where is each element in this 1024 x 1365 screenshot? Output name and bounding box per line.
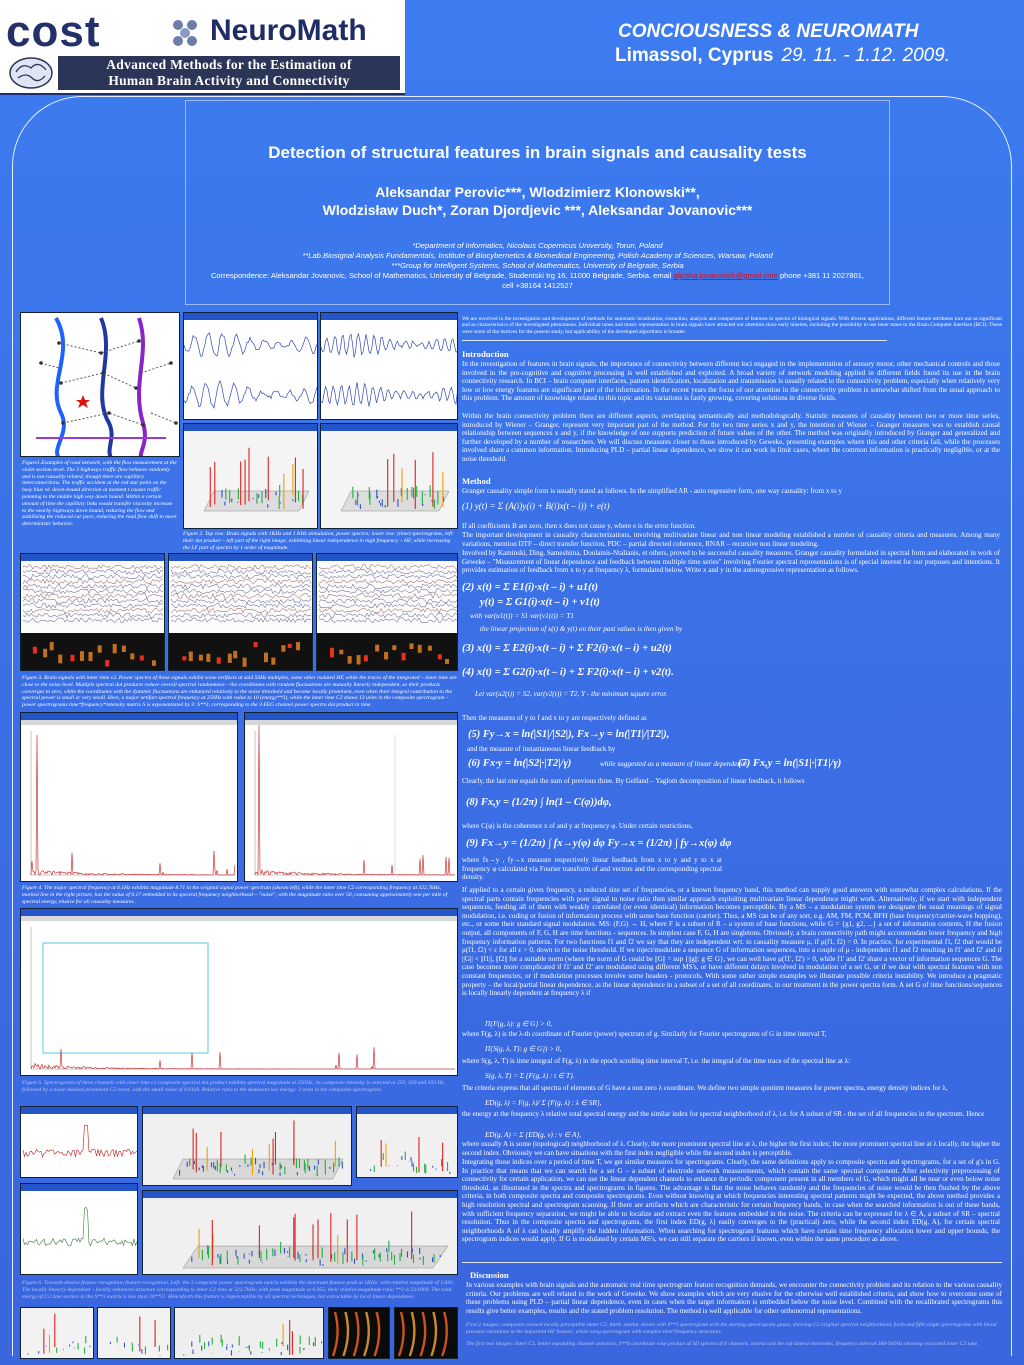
spectrum-line	[31, 1047, 455, 1069]
discussion-divider	[462, 1262, 1002, 1263]
figure-6-panel-4	[20, 1183, 138, 1275]
formula-2-note: where S(g, λ, T) is time integral of F(g, λ) in the epoch scrolling time interval T, i.e. the integral of the time trace of the spectral line at λ:	[462, 1057, 851, 1065]
bottom-image-2	[97, 1307, 171, 1359]
introduction-paragraph-2: Within the brain connectivity problem there are different aspects, overlapping semantically and methodologically. Statistic measures of causality between two or more time series, introduced by Wiener – Granger, represent very important part of the method. For the two time series x and y, the intention of Wiener – Granger measures was to establish causal relationship between sequences x and y, if the knowledge of one supports prediction of future values of the other. The method was originally introduced by Granger and generalized and further developed by a number of researchers. We will discuss measures closer to those introduced by Geweke, presenting examples where this and other criteria fail, while the processes involved share a common information. Introducing PLD – partial linear dependence, we show it can work in limit cases, where the common information is practically negligible, or at the noise threshold.	[462, 412, 1000, 463]
spectrogram-blob	[418, 645, 422, 653]
line-trace	[23, 1207, 137, 1246]
figure-2-signal-right	[320, 312, 458, 420]
bottom-spectrogram-1	[21, 1308, 94, 1359]
spectrogram-blob	[189, 652, 193, 662]
figure-3-panel-3	[316, 553, 458, 671]
figure-2-spectrogram-left	[183, 423, 318, 529]
signal-waveform-left	[184, 320, 318, 420]
figure-6-panel-5	[142, 1190, 458, 1275]
brain-icon	[8, 56, 54, 90]
figure-6-panel-1	[20, 1106, 138, 1178]
road-network-drawing	[21, 313, 180, 457]
conference-place-dates	[615, 44, 1010, 68]
signal-trace	[321, 382, 458, 406]
spectrogram-blob	[43, 649, 47, 657]
spectrogram-blob	[33, 647, 37, 654]
spectrogram-blob	[140, 655, 144, 660]
eeg-traces-2	[169, 561, 313, 671]
spectrogram-3d-panorama	[143, 1198, 458, 1275]
spectral-streak	[375, 1312, 380, 1356]
neuromath-banner: Advanced Methods for the Estimation of Human Brain Activity and Connectivity	[58, 56, 400, 90]
discussion-paragraph: In various examples with brain signals and the automatic real time spectrogram feature recognition demands, we encounter the connectivity problem and its relation to the various causality criteria. Our problems are well related to the work of Geweke. We show examples which are very elusive for the otherwise well established criteria, and show how to overcome some of these problems using PLD – partial linear dependence, even in cases when the target information is embedded below the noise level. Combined with the recalibrated spectrograms this results give better examples, results and the stated problem resolution. The method is well applicable for other orthonormal representations.	[466, 1281, 1002, 1315]
spectrogram-blob	[392, 645, 396, 650]
spectral-trace-plot	[21, 1191, 138, 1275]
equation-6: (6) Fx·y = ln(|S2|·|T2|/γ)	[468, 758, 572, 769]
spectrogram-3d-wide	[143, 1114, 352, 1186]
spectrogram-blob	[288, 644, 292, 648]
spectrogram-blob	[80, 651, 84, 661]
equation-1: (1) y(t) = Σ (A(i)y(i) + B(i)x(t – i)) + e(t)	[462, 501, 610, 511]
figure-2-signal-left	[183, 312, 318, 420]
method-long-paragraph: If applied to a certain given frequency, a reduced size set of frequencies, or a known frequency band, this method can supply good answers with somewhat complex calculations. If the spectral parts contain frequencies with poor signal to noise ratio then similar approach exploiting multivariate linear dependence might work. Alternatively, if we start with independent sequences, feeding all of them with weakly correlated (or even identical) information becomes perceptible. By a MS – a modulation system we designate the usual meanings of signal modulation, i.e. coding or fusion of information process with some base function (carrier). Thus, a MS can be of any sort, e.g. AM, FM, PCM, BFH (base frequency/carrier-wave hopping), etc., or some their standard signal modulation. MS: (F,G) → H, where F is a subset of R – a system of base functions, while G = {g1, g2, ...} a set of information contents, H the fusion output, all components of F, G, H are time functions - sequences. In simplest case F, G, H are singletons. Obviously, a brain connectivity path might accommodate lower frequency and high frequency information patterns. For two functions f1 and f2 we say that they are independent wrt. to causality measure μ, if μ(f1, f2) = 0. In practice, for experimental f1, f2 that would be μ(f1, f2) < ε for all ε > 0, down to the noise threshold. If we inject/modulate a sequence G of information sequences, into a couple of μ - independent f1 and f2 resulting in f1' and f2' and if ||G|| < ||f1||, ||f2|| for a suitable norm (where the norm of G could be ||G|| = sup {||g||: g ∈ G}, we can well have μ(f1', f2') > 0, while f1' and f2' share a vector of information sequences G. The case becomes more complicated if f1' and f2' are modulated using different MS's, or have different delays involved in modulation of a set G, or if we deal with spectral features with non constant frequencies, or if modulation processes involve some headers - protocols. With some rather simple examples we illustrate possible criteria instability. We introduce a pragmatic property – the local/partial linear dependence, as the linear dependence in a subset of a set of all coordinates, in our treatment in the power spectra form. A set G of time functions/sequences is locally linearly dependent at frequency λ if	[462, 886, 1002, 998]
spectrogram-blob	[113, 644, 117, 653]
bottom-note-2: The first two images: Inner C2, better expanding channel selection, S**6 coordinate wise product of 3D spectra of 6 channels, lateral and the top lateral electrodes, frequency interval 380-940Hz showing extracted inner C2 tune.	[466, 1341, 979, 1347]
equation-9-note: where fx→y , fy→x measure respectively linear feedback from x to y and y to x at frequency φ calculated via Fourier transform of and vectors and the corresponding spectral density.	[462, 856, 722, 882]
spectral-streak	[399, 1312, 404, 1356]
bottom-image-1	[20, 1307, 94, 1359]
spectral-streak	[421, 1312, 426, 1356]
bottom-image-5	[394, 1307, 458, 1359]
bottom-note-1: First 2 images: composite crossed locally perceptible inner C2, third: similar shown with S**3 spectrogram with the starting spectrogram gauss; showing C2 original spectral neighborhood, forth and fifth single spectrograms with blood pressure variations in the important HF feature; whole song spectrogram with complex time*frequency structures.	[466, 1322, 997, 1335]
spectrogram-blob	[50, 642, 54, 650]
spectrogram-blob	[206, 654, 210, 662]
spectrogram-blob	[281, 645, 285, 652]
spectrogram-blob	[271, 657, 275, 664]
equation-2c: with var(u1(t)) = S1 var(v1(t)) = T1	[470, 612, 574, 620]
spectrogram-blob	[217, 657, 221, 663]
line-trace	[23, 1125, 137, 1157]
figure-5-composite	[20, 908, 458, 1076]
method-heading: Method	[462, 476, 491, 486]
spectrogram-3d-small	[357, 1114, 458, 1178]
spectrogram-blob	[98, 645, 102, 652]
bottom-image-4	[328, 1307, 390, 1359]
formula-3-note: The criteria express that all spectra of elements of G have a non zero λ coordinate. We define two simple quotient measures for power spectra, energy density indices for λ,	[462, 1084, 948, 1092]
accident-star-icon	[76, 395, 90, 408]
equation-8: (8) Fx,y = (1/2π) ∫ ln(1 – C(φ))dφ,	[466, 797, 612, 808]
signal-trace	[184, 333, 318, 357]
spectrogram-blob	[357, 655, 361, 664]
eeg-traces-1	[21, 561, 165, 671]
spectrogram-blob	[339, 650, 343, 655]
spectral-streak	[442, 1312, 447, 1356]
formula-4-note: the energy at the frequency λ relative total spectral energy and the similar index for spectral neighborhood of λ, i.e. for A subset of SR - the set of all frequencies in the spectrum. Hence	[462, 1110, 985, 1118]
spectrogram-blob	[438, 654, 442, 659]
spectrogram-blob	[89, 652, 93, 661]
figure-3-panel-2	[168, 553, 313, 671]
figure-4-spectrum-right	[244, 712, 458, 882]
equation-4: (4) x(t) = Σ G2(i)·x(t – i) + Σ F2(i)·x(t – i) + v2(t).	[462, 667, 674, 678]
bottom-spectrogram-3	[175, 1308, 324, 1359]
introduction-heading: Introduction	[462, 349, 509, 359]
power-spectrum-left	[21, 725, 238, 882]
equation-8-note: where C(φ) is the coherence x of and y at frequency φ. Under certain restrictions,	[462, 822, 693, 830]
bottom-dark-spectrogram-2	[395, 1308, 458, 1359]
formula-1-note: where F(g, λ) is the λ-th coordinate of Fourier (power) spectrum of g. Similarly for Fourier spectrograms of G in time interval T,	[462, 1030, 827, 1038]
formula-5-note: where usually A is some (topological) neighborhood of λ. Clearly, the more prominent spectral line at λ, the higher the first index; the more prominent spectral line at λ locally, the higher the second index. Obviously we can have situations with the first index negligible while the second index is perceptible.	[462, 1140, 1000, 1157]
conference-name: CONCIOUSNESS & NEUROMATH	[618, 21, 919, 42]
spectrogram-blob	[445, 659, 449, 664]
equation-6-note: while suggested as a measure of linear dependence:	[600, 760, 750, 768]
spectral-streak	[354, 1312, 359, 1356]
email-link[interactable]: aljosha.jovanovich@gmail.com	[673, 271, 778, 280]
paper-title: Detection of structural features in brain signals and causality tests	[268, 143, 807, 162]
spectrogram-blob	[384, 652, 388, 660]
spectrogram-blob	[330, 648, 334, 658]
figure-6-panel-3	[356, 1106, 458, 1178]
method-paragraph-3: The important development in causality characterizations, involving multivariate linear and non linear modeling established a number of causality criteria and measures. Among many variations, mention DTF – direct transfer function, PDC – partial directed coherence, RNAR – recursive non linear modeling.	[462, 531, 1000, 548]
signal-trace	[321, 334, 458, 358]
power-spectrum-right	[245, 725, 458, 882]
spectrogram-blob	[375, 645, 379, 652]
spectrogram-blob	[199, 655, 203, 661]
equation-2b: y(t) = Σ G1(i)·x(t – i) + v1(t)	[480, 597, 600, 608]
figure-2-spectrogram-right	[320, 423, 458, 529]
conference-info	[610, 20, 1010, 68]
spectrogram-blob	[348, 656, 352, 664]
eeg-background	[317, 561, 458, 631]
spectrogram-blob	[264, 653, 268, 663]
abstract: We are involved in the investigation and development of methods for automatic localization, extraction, analysis and comparison of features in spectra of biological signals. With diverse applications, different feature attributes turn out as significant and as characteristics of the investigated phenomena. Individual tunes and music representation in brain signals have attracted our attention since early nineties, including the possibility to use inner tunes in the Brain Computer Interface (BCI). These were some of the motives for the present study, but applicability of the developed algorithms is broader.	[462, 316, 1002, 335]
method-final-paragraph: Integrating those indices over a period of time T, we get similar measures for spectrograms. Clearly, the same definitions apply to composite spectra and spectrograms, for a set of g's in G. In practice that means that we can search for a set G – a subset of electrode network measurements, which contain the same spectral component. After selectivity preprocessing of connectivity for certain application, we can use the linear dependent channels to enhance the periodic component present in all members of G, which might all be near or even below noise threshold, as illustrated in the spectra and spectrograms in figures. The advantage is that the noise behaves randomly and the frequencies of noise would be then flushed by the above criteria, in both composite spectra and composite spectrograms. Even without knowing at which frequencies interesting spectral patterns might be expected, the above method provides a high resolution spectral and spectrogram scanning. If there are artifacts which are characteristic for certain frequency bands, in case when the searched information is out of these bands, with sufficient frequency separation, we might be able to localize and extract even the features embedded in the noise. The criteria can be expressed for λ ∈ A, a subset of SR – spectral resolution. Thus in the composite spectra and spectrograms, the first index ED(g, λ) easily converges to the (practical) zero, while the second index ED(g, A), for certain spectral neighborhoods A of λ can locally amplify the hidden information. When searching for spectrogram features which have certain time frequency allocation lower and upper bounds, the spectrogram indices would apply. If G is modulated by certain MS's, we can still separate the carriers if known, even within the same procedure as above.	[462, 1158, 1000, 1244]
method-paragraph-1: Granger causality simple form is usually stated as follows. In the simplified AR - auto regressive form, one way causality: from x to y	[462, 487, 843, 495]
spectrum-line	[255, 725, 455, 875]
method-paragraph-4: Involved by Kaminski, Ding, Sameshima, Doulamis-Ntalianis, et others, proved to be successful causality measures. Granger causality formulated in spectral form and elaborated in work of Geweke – "Measurement of linear dependence and feedback between multiple time series" involving Fourier spectral representations is of special interest for our purposes and intentions. It provides estimation of feedback from x to y at frequency λ, formulated below. Write x and y in the autoregressive representation as follows.	[462, 549, 1000, 575]
cost-logo: cost	[6, 7, 101, 56]
spectrogram-blob	[364, 655, 368, 661]
affiliations: *Department of Informatics, Nicolaus Copernicus University, Torun, Poland **Lab.Biosignal Analysis Fundamentals, Institute of Biocybernetics & Biomedical Engineering, Polish Academy of Sciences, Warsaw, Poland ***Group for Intelligent Systems, School of Mathematics, University of Belgrade, Serbia	[302, 241, 773, 270]
spectrogram-strip	[21, 633, 165, 671]
figure-5-caption: Figure 5. Spectrograms of three channels with inner time c2 composite spectral dot product exhibits spectral magnitude at 250Hz; its composite intensity is selected at 250, 330 and 350 Hz, followed by a noise-masked prominent C2 event, with the small value of 0.0116. Relative ratio to the dominant low energy: 3 units in the composite spectrogram.	[22, 1080, 445, 1093]
figure-3-panel-1	[20, 553, 165, 671]
spectrogram-blob	[296, 642, 300, 650]
signal-waveform-right	[321, 320, 458, 420]
bottom-dark-spectrogram-1	[329, 1308, 390, 1359]
figure-4-caption: Figure 4. The major spectral frequency at 6.1Hz exhibits magnitude 8.71 in the original signal power spectrum (shown left), while the inner time C2 corresponding frequency at 322.7kHz, marked line in the right picture, has the value of 0.17 embedded in its spectral frequency neighborhood ~ "noise", with the magnitude ratio over 50, consuming approximately one per mile of spectral energy, elusive for all causality measures.	[22, 885, 448, 905]
equation-4b: Let var(u2(t)) = S2, var(v2(t)) = T2, Y - the minimum square error.	[475, 690, 668, 698]
conference-dates: 29. 11. - 1.12. 2009.	[781, 45, 951, 66]
conference-place: Limassol, Cyprus	[615, 45, 774, 66]
title-block	[185, 100, 890, 305]
logo-block	[0, 0, 405, 95]
equation-5: (5) Fy→x = ln(|S1|/|S2|), Fx→y = ln(|T1|/|T2|),	[468, 729, 670, 740]
spectrogram-blob	[243, 658, 247, 667]
spectrogram-3d-right	[321, 431, 458, 529]
spectrogram-blob	[152, 660, 156, 666]
spectrogram-blob	[233, 651, 237, 658]
bottom-image-3	[174, 1307, 324, 1359]
eeg-traces-3	[317, 561, 458, 671]
author-list: Aleksandar Perovic***, Wlodzimierz Klonowski**, Wlodzisław Duch*, Zoran Djordjevic ***, Aleksandar Jovanovic***	[322, 184, 753, 218]
equation-5-intro: Then the measures of y to f and x to y are respectively defined as	[462, 714, 647, 722]
figure-1-caption: Figure1.Examples of road network, with the flow measurement at the violet section level. The 3 highways traffic flow behaves randomly and is not causality related, though there are capillary interconnections. The traffic accident at the red star point on the busy blue rd. down-bound direction at moment t causes traffic jamming to the middle high way down bound. Within a certain amount of time the capillary links would transfer viscosity increase to the nearby highways down bound, reducing the flow and stabilizing the reduced car pace, reducing the road flow shift to more deterministic behavior.	[22, 460, 177, 528]
abstract-divider	[462, 340, 887, 341]
equation-6-intro: and the measure of instantaneous linear feedback by	[467, 745, 616, 753]
spectrogram-blob	[182, 656, 186, 660]
neuromath-dots-icon	[170, 18, 206, 48]
bottom-spectrogram-2	[98, 1308, 171, 1359]
equation-2d: the linear projection of x(t) & y(t) on their past values is then given by	[480, 625, 683, 633]
figure-6-caption: Figure 6. Towards elusive feature recognition feature recognition. Left: the 3 composite power spectrogram matrix exhibits the dominant feature peak at 1KHz; with relative magnitude of 1/401. The locally linearly dependent – locally enhanced structure corresponding to inner C2 time at 322.7kHz; with peak magnitude at 0.055, their relative magnitude ratio **3 is 23/1000. The total energy of C2 time section in the S**3 matrix is less than 10**5!. Henceforth this feature is imperceptible by all spectral techniques, but extractable by local linear dependence.	[22, 1280, 455, 1300]
discussion-heading: Discussion	[470, 1270, 509, 1280]
spectrogram-blob	[130, 653, 134, 659]
equation-9: (9) Fx→y = (1/2π) ∫ fx→y(φ) dφ Fy→x = (1/2π) ∫ fy→x(φ) dφ	[466, 838, 732, 849]
figure-3-caption: Figure 3. Brain signals with inner time c2. Power spectra of these signals exhibit some artifacts at said 50Hz multiples, some other isolated HF, while the traces of the integrated – inner time are close to the noise level. Multiple spectral dot products reduce overall spectral randomness – the coordinates with random fluctuations are mutually linearly independent, so their products converges to zero, while the coordinates with the dynamic fluctuations are enhanced relatively to the noise threshold and become locally prominent, even when their integral contribution to the spectral power is small or very small. Here, a major artifact spectral frequency at 250Hz with value to 10 (energy**3), while the inner time C2 shows 13 units in the composite spectrogram – power spectrograms time*frequency*intensity matrix S is exponentiated by 3: S**3, corresponding to the 3 EEG channel power spectra dot product in time.	[22, 675, 457, 709]
correspondence: Correspondence: Aleksandar Jovanovic, School of Mathematics, University of Belgrade, Studentski trg 16, 11000 Belgrade, Serbia. email aljosha.jovanovich@gmail.com phone +381 11 2027801, cell +38164 1412527	[210, 271, 865, 290]
signal-trace	[184, 381, 318, 408]
method-paragraph-2: If all coefficients B are zero, then x does not cause y, where e is the error function.	[462, 522, 696, 530]
equation-3: (3) x(t) = Σ E2(i)·x(t – i) + Σ F2(i)·x(t – i) + u2(t)	[462, 643, 672, 654]
spectrogram-blob	[105, 660, 109, 667]
neuromath-logo: NeuroMath	[210, 14, 367, 47]
spectrogram-blob	[228, 654, 232, 663]
spectrogram-blob	[254, 642, 258, 647]
formula-5: ED(g, A) = Σ {ED(g, ν) : ν ∈ A},	[485, 1131, 582, 1139]
spectrogram-blob	[58, 655, 62, 664]
spectral-streak	[410, 1312, 415, 1356]
spectrogram-blob	[409, 643, 413, 649]
formula-4: ED(g, λ) = F(g, λ)/ Σ {F(g, λ) : λ ∈ SR},	[485, 1099, 602, 1107]
spectrum-line	[31, 735, 235, 875]
formula-3: S(g, λ, T) = Σ {F(g, λ) : t ∈ T}.	[485, 1072, 575, 1080]
spectral-streak	[364, 1312, 369, 1356]
spectrogram-3d-left	[184, 431, 318, 529]
equation-2a: (2) x(t) = Σ E1(i)·x(t – i) + u1(t)	[462, 582, 598, 593]
formula-1: Π{F(g, λ): g ∈ G} > 0,	[485, 1020, 553, 1028]
spectral-line-plot	[21, 1114, 138, 1178]
introduction-paragraph-1: In the investigation of features in brain signals, the importance of connectivity between different loci engaged in the implementation of sensory motor, other mechanical controls and those involved in the pre-cognitive and cognitive processing is well established and exploited. A broad variety of network modeling applied in different fields found its use in the brain connectivity research. In BCI – brain computer interfaces, pattern identification, localization and transmission is usually related to the connectivity problem, especially when relatively very low or low energy features are significant part of the information. In the recent years the focus of our attention in the connectivity problem is somewhat shifted from the usual approach to this problem. The amount of knowledge related to this topic and its variations is fastly growing, covering solutions in diverse fields.	[462, 360, 1000, 403]
spectrogram-blob	[70, 655, 74, 661]
spectrogram-blob	[402, 653, 406, 661]
figure-4-spectrum-left	[20, 712, 238, 882]
figure-6-panel-2	[142, 1106, 352, 1186]
spectral-streak	[333, 1312, 338, 1356]
road-network-figure	[20, 312, 180, 457]
figure-2-caption: Figure 2. Top row: Brain signals with 1KHz and 1 KHz stimulation, power spectra; lower row: (time) spectrograms, left: their dot product – left part of the right image; exhibiting linear independence in high frequency – HF, while increasing the LF part of spectra by 1 order of magnitude.	[183, 531, 455, 551]
equation-8-intro: Clearly, the last one equals the sum of previous three. By Gelfand – Yaglom decomposition of linear feedback, it follows	[462, 777, 805, 785]
equation-7: (7) Fx,y = ln(|S1|·|T1|/γ)	[738, 758, 842, 769]
composite-spectra-window	[21, 921, 458, 1076]
formula-2: Π{S(g, λ, T): g ∈ G}) > 0,	[485, 1045, 562, 1053]
spectral-streak	[343, 1312, 348, 1356]
spectrogram-blob	[122, 646, 126, 652]
spectral-streak	[431, 1312, 436, 1356]
spectrogram-blob	[428, 646, 432, 651]
